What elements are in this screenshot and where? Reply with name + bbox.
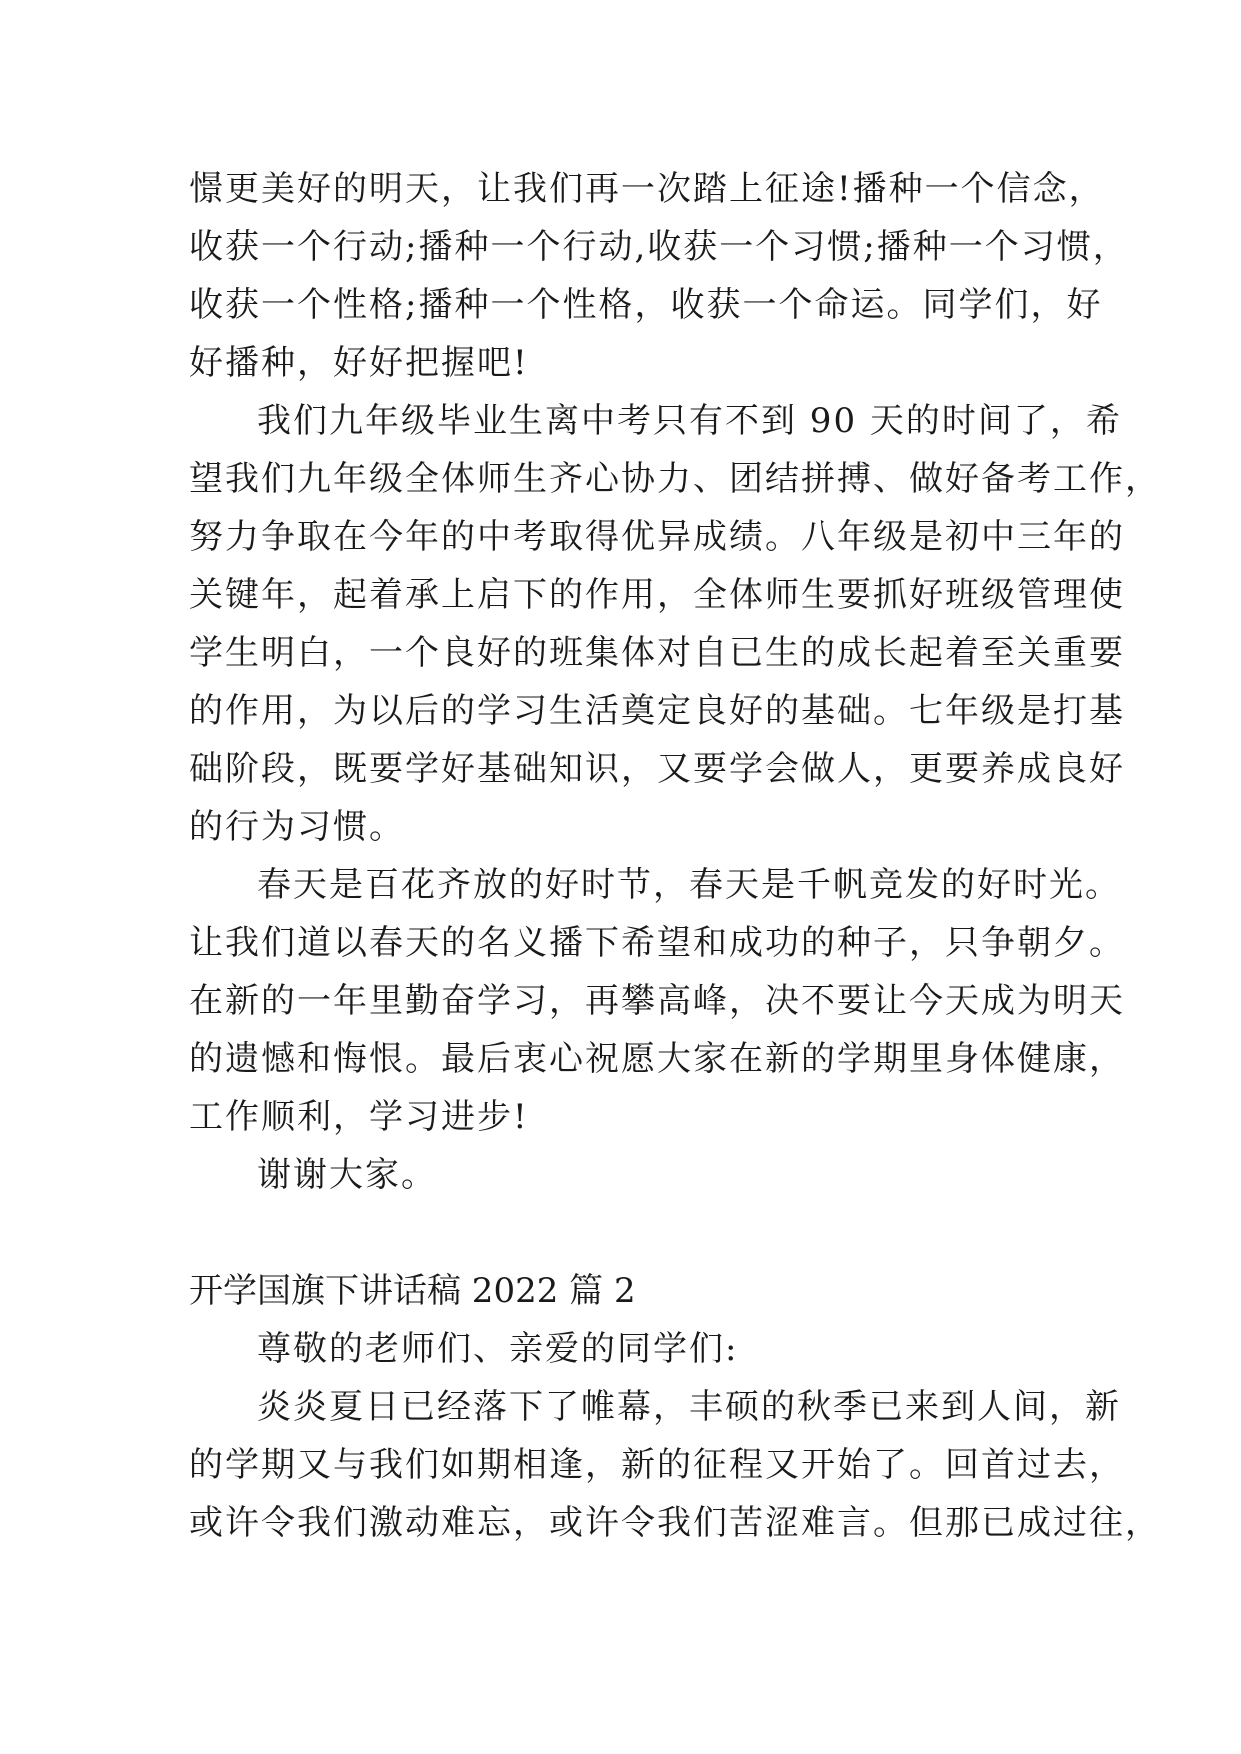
text-line: 好播种，好好把握吧!: [189, 343, 529, 383]
text-line: 努力争取在今年的中考取得优异成绩。八年级是初中三年的: [189, 517, 1125, 557]
section-heading: [189, 1262, 1049, 1320]
text-line: 我们九年级毕业生离中考只有不到 90 天的时间了，希: [257, 401, 1122, 441]
paragraph: [189, 1378, 1161, 1552]
text-line: 的行为习惯。: [189, 807, 405, 847]
paragraph: [189, 160, 1129, 392]
text-line: 春天是百花齐放的好时节，春天是千帆竞发的好时光。: [257, 865, 1121, 905]
document-body: [189, 160, 1161, 1552]
paragraph: [189, 856, 1125, 1146]
text-line: 础阶段，既要学好基础知识，又要学会做人，更要养成良好: [189, 749, 1125, 789]
paragraph: [189, 1146, 1049, 1204]
text-line: 让我们道以春天的名义播下希望和成功的种子，只争朝夕。: [189, 923, 1125, 963]
text-line: 谢谢大家。: [257, 1155, 437, 1195]
text-line: 的学期又与我们如期相逢，新的征程又开始了。回首过去，: [189, 1445, 1125, 1485]
text-line: 憬更美好的明天，让我们再一次踏上征途!播种一个信念，: [189, 169, 1105, 209]
text-line: 尊敬的老师们、亲爱的同学们:: [257, 1329, 739, 1369]
section-gap: [189, 1204, 1049, 1262]
text-line: 学生明白，一个良好的班集体对自已生的成长起着至关重要: [189, 633, 1125, 673]
text-line: 的作用，为以后的学习生活奠定良好的基础。七年级是打基: [189, 691, 1125, 731]
paragraph: [189, 1320, 1049, 1378]
text-line: 炎炎夏日已经落下了帷幕，丰硕的秋季已来到人间，新: [257, 1387, 1121, 1427]
paragraph: [189, 392, 1161, 856]
text-line: 收获一个性格;播种一个性格，收获一个命运。同学们，好: [189, 285, 1103, 325]
text-line: 在新的一年里勤奋学习，再攀高峰，决不要让今天成为明天: [189, 981, 1125, 1021]
text-line: 关键年，起着承上启下的作用，全体师生要抓好班级管理使: [189, 575, 1125, 615]
text-line: 收获一个行动;播种一个行动,收获一个习惯;播种一个习惯，: [189, 227, 1129, 267]
text-line: 望我们九年级全体师生齐心协力、团结拼搏、做好备考工作，: [189, 459, 1161, 499]
text-line: 或许令我们激动难忘，或许令我们苦涩难言。但那已成过往，: [189, 1503, 1161, 1543]
text-line: 工作顺利，学习进步!: [189, 1097, 529, 1137]
text-line: 的遗憾和悔恨。最后衷心祝愿大家在新的学期里身体健康，: [189, 1039, 1125, 1079]
heading-text: 开学国旗下讲话稿 2022 篇 2: [189, 1271, 636, 1311]
